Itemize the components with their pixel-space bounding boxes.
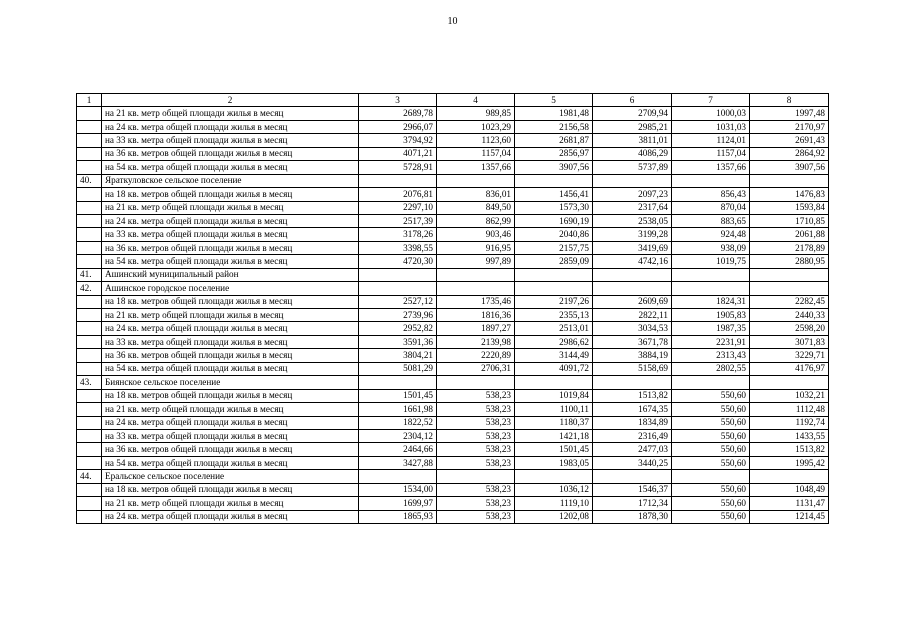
row-label-cell: на 36 кв. метров общей площади жилья в месяц	[102, 241, 359, 254]
tariff-table	[76, 93, 829, 524]
value-cell-col7: 1019,75	[672, 255, 750, 268]
value-cell-col6: 2477,03	[593, 443, 672, 456]
value-cell-col3	[359, 376, 437, 389]
header-cell: 7	[672, 94, 750, 107]
row-label-cell: на 33 кв. метра общей площади жилья в месяц	[102, 335, 359, 348]
header-cell: 2	[102, 94, 359, 107]
value-cell-col6: 3419,69	[593, 241, 672, 254]
value-cell-col5: 1180,37	[515, 416, 593, 429]
value-cell-col8	[750, 376, 829, 389]
value-cell-col8: 2061,88	[750, 228, 829, 241]
value-cell-col3: 2304,12	[359, 429, 437, 442]
value-cell-col5	[515, 470, 593, 483]
value-cell-col8: 1593,84	[750, 201, 829, 214]
value-cell-col4: 538,23	[437, 403, 515, 416]
section-title-cell: Яраткуловское сельское поселение	[102, 174, 359, 187]
value-cell-col7: 1357,66	[672, 161, 750, 174]
value-cell-col3: 2689,78	[359, 107, 437, 120]
row-label-cell: на 36 кв. метров общей площади жилья в месяц	[102, 443, 359, 456]
value-cell-col6	[593, 174, 672, 187]
value-cell-col4: 1023,29	[437, 120, 515, 133]
value-cell-col3: 1699,97	[359, 497, 437, 510]
value-cell-col5: 2856,97	[515, 147, 593, 160]
value-cell-col3: 5081,29	[359, 362, 437, 375]
row-number-cell	[77, 322, 102, 335]
value-cell-col4: 538,23	[437, 497, 515, 510]
header-cell: 6	[593, 94, 672, 107]
value-cell-col7: 1905,83	[672, 309, 750, 322]
header-cell: 4	[437, 94, 515, 107]
row-number-cell	[77, 309, 102, 322]
table-row	[77, 510, 829, 523]
value-cell-col4: 538,23	[437, 429, 515, 442]
value-cell-col3: 4720,30	[359, 255, 437, 268]
value-cell-col5: 2197,26	[515, 295, 593, 308]
table-row	[77, 161, 829, 174]
value-cell-col6: 3034,53	[593, 322, 672, 335]
value-cell-col8: 1032,21	[750, 389, 829, 402]
value-cell-col8	[750, 282, 829, 295]
row-number-cell	[77, 483, 102, 496]
value-cell-col7: 550,60	[672, 483, 750, 496]
value-cell-col5: 2157,75	[515, 241, 593, 254]
table-row	[77, 322, 829, 335]
value-cell-col6: 1878,30	[593, 510, 672, 523]
value-cell-col7: 550,60	[672, 456, 750, 469]
value-cell-col7: 550,60	[672, 429, 750, 442]
section-title-cell: Ашинское городское поселение	[102, 282, 359, 295]
value-cell-col6: 2985,21	[593, 120, 672, 133]
value-cell-col3: 2739,96	[359, 309, 437, 322]
value-cell-col8: 1513,82	[750, 443, 829, 456]
table-row	[77, 443, 829, 456]
value-cell-col7: 1124,01	[672, 134, 750, 147]
row-label-cell: на 36 кв. метров общей площади жилья в месяц	[102, 349, 359, 362]
row-number-cell	[77, 201, 102, 214]
section-title-cell: Биянское сельское поселение	[102, 376, 359, 389]
value-cell-col4: 538,23	[437, 443, 515, 456]
value-cell-col8: 2440,33	[750, 309, 829, 322]
row-number-cell	[77, 134, 102, 147]
value-cell-col8: 2178,89	[750, 241, 829, 254]
value-cell-col7: 550,60	[672, 497, 750, 510]
value-cell-col4: 1157,04	[437, 147, 515, 160]
value-cell-col6: 2317,64	[593, 201, 672, 214]
row-number-cell: 42.	[77, 282, 102, 295]
row-number-cell	[77, 456, 102, 469]
row-number-cell: 43.	[77, 376, 102, 389]
value-cell-col7: 1987,35	[672, 322, 750, 335]
row-label-cell: на 21 кв. метр общей площади жилья в месяц	[102, 309, 359, 322]
row-number-cell	[77, 107, 102, 120]
row-number-cell	[77, 255, 102, 268]
value-cell-col4: 2706,31	[437, 362, 515, 375]
value-cell-col7: 1157,04	[672, 147, 750, 160]
value-cell-col8: 2282,45	[750, 295, 829, 308]
value-cell-col5: 2040,86	[515, 228, 593, 241]
value-cell-col4: 1735,46	[437, 295, 515, 308]
row-label-cell: на 54 кв. метра общей площади жилья в месяц	[102, 362, 359, 375]
value-cell-col5: 1983,05	[515, 456, 593, 469]
value-cell-col5: 2156,58	[515, 120, 593, 133]
value-cell-col3: 2527,12	[359, 295, 437, 308]
section-row	[77, 470, 829, 483]
section-title-cell: Еральское сельское поселение	[102, 470, 359, 483]
table-row	[77, 416, 829, 429]
value-cell-col3: 3804,21	[359, 349, 437, 362]
row-number-cell	[77, 362, 102, 375]
value-cell-col3: 3794,92	[359, 134, 437, 147]
value-cell-col3: 5728,91	[359, 161, 437, 174]
value-cell-col6: 3671,78	[593, 335, 672, 348]
value-cell-col3: 2517,39	[359, 214, 437, 227]
value-cell-col6: 1513,82	[593, 389, 672, 402]
value-cell-col8: 2864,92	[750, 147, 829, 160]
value-cell-col8: 1995,42	[750, 456, 829, 469]
value-cell-col4: 836,01	[437, 188, 515, 201]
value-cell-col6: 5737,89	[593, 161, 672, 174]
row-label-cell: на 24 кв. метра общей площади жилья в месяц	[102, 120, 359, 133]
table-row	[77, 483, 829, 496]
row-number-cell	[77, 228, 102, 241]
value-cell-col3: 1534,00	[359, 483, 437, 496]
row-number-cell	[77, 510, 102, 523]
value-cell-col8	[750, 268, 829, 281]
value-cell-col4: 538,23	[437, 483, 515, 496]
row-label-cell: на 33 кв. метра общей площади жилья в месяц	[102, 134, 359, 147]
value-cell-col7	[672, 174, 750, 187]
value-cell-col3: 1501,45	[359, 389, 437, 402]
value-cell-col5: 1501,45	[515, 443, 593, 456]
row-label-cell: на 24 кв. метра общей площади жилья в месяц	[102, 322, 359, 335]
table-row	[77, 120, 829, 133]
value-cell-col7: 550,60	[672, 403, 750, 416]
section-row	[77, 282, 829, 295]
value-cell-col3: 2464,66	[359, 443, 437, 456]
value-cell-col5: 1690,19	[515, 214, 593, 227]
value-cell-col5: 1573,30	[515, 201, 593, 214]
value-cell-col6: 2609,69	[593, 295, 672, 308]
header-row	[77, 94, 829, 107]
table-body	[77, 94, 829, 524]
value-cell-col7: 2313,43	[672, 349, 750, 362]
value-cell-col6	[593, 470, 672, 483]
value-cell-col4: 862,99	[437, 214, 515, 227]
value-cell-col4	[437, 376, 515, 389]
value-cell-col3: 3398,55	[359, 241, 437, 254]
value-cell-col8: 4176,97	[750, 362, 829, 375]
table-row	[77, 335, 829, 348]
value-cell-col3: 2952,82	[359, 322, 437, 335]
value-cell-col5: 3907,56	[515, 161, 593, 174]
value-cell-col6: 3199,28	[593, 228, 672, 241]
row-label-cell: на 33 кв. метра общей площади жилья в месяц	[102, 228, 359, 241]
table-row	[77, 214, 829, 227]
row-number-cell	[77, 241, 102, 254]
value-cell-col7	[672, 470, 750, 483]
row-label-cell: на 18 кв. метров общей площади жилья в месяц	[102, 188, 359, 201]
value-cell-col7: 550,60	[672, 416, 750, 429]
value-cell-col5: 2681,87	[515, 134, 593, 147]
row-number-cell	[77, 295, 102, 308]
value-cell-col8: 2691,43	[750, 134, 829, 147]
value-cell-col4: 2220,89	[437, 349, 515, 362]
value-cell-col3	[359, 470, 437, 483]
value-cell-col8: 3907,56	[750, 161, 829, 174]
value-cell-col4: 1357,66	[437, 161, 515, 174]
value-cell-col5: 2355,13	[515, 309, 593, 322]
row-number-cell: 44.	[77, 470, 102, 483]
value-cell-col3: 1661,98	[359, 403, 437, 416]
value-cell-col3: 1822,52	[359, 416, 437, 429]
value-cell-col6: 3440,25	[593, 456, 672, 469]
table-row	[77, 362, 829, 375]
value-cell-col5: 1119,10	[515, 497, 593, 510]
value-cell-col5	[515, 174, 593, 187]
value-cell-col3: 3427,88	[359, 456, 437, 469]
table-row	[77, 241, 829, 254]
row-label-cell: на 54 кв. метра общей площади жилья в месяц	[102, 161, 359, 174]
value-cell-col4: 989,85	[437, 107, 515, 120]
table-row	[77, 295, 829, 308]
section-row	[77, 268, 829, 281]
value-cell-col8: 1192,74	[750, 416, 829, 429]
row-number-cell	[77, 349, 102, 362]
value-cell-col8: 1476,83	[750, 188, 829, 201]
row-label-cell: на 18 кв. метров общей площади жилья в месяц	[102, 295, 359, 308]
value-cell-col8: 2598,20	[750, 322, 829, 335]
value-cell-col8: 1048,49	[750, 483, 829, 496]
row-label-cell: на 24 кв. метра общей площади жилья в месяц	[102, 510, 359, 523]
value-cell-col7: 550,60	[672, 443, 750, 456]
header-cell: 8	[750, 94, 829, 107]
row-number-cell	[77, 497, 102, 510]
value-cell-col7	[672, 282, 750, 295]
value-cell-col6	[593, 376, 672, 389]
row-number-cell	[77, 416, 102, 429]
table-row	[77, 147, 829, 160]
row-label-cell: на 33 кв. метра общей площади жилья в месяц	[102, 429, 359, 442]
value-cell-col7: 870,04	[672, 201, 750, 214]
section-row	[77, 376, 829, 389]
value-cell-col8: 1997,48	[750, 107, 829, 120]
value-cell-col5: 1421,18	[515, 429, 593, 442]
table-row	[77, 107, 829, 120]
value-cell-col6	[593, 282, 672, 295]
row-label-cell: на 18 кв. метров общей площади жилья в месяц	[102, 483, 359, 496]
row-label-cell: на 54 кв. метра общей площади жилья в месяц	[102, 456, 359, 469]
value-cell-col7: 924,48	[672, 228, 750, 241]
value-cell-col7: 550,60	[672, 510, 750, 523]
value-cell-col5: 2859,09	[515, 255, 593, 268]
value-cell-col3: 2297,10	[359, 201, 437, 214]
value-cell-col4: 538,23	[437, 510, 515, 523]
value-cell-col7: 2802,55	[672, 362, 750, 375]
row-label-cell: на 18 кв. метров общей площади жилья в месяц	[102, 389, 359, 402]
value-cell-col4	[437, 282, 515, 295]
value-cell-col8: 1112,48	[750, 403, 829, 416]
value-cell-col5	[515, 268, 593, 281]
value-cell-col6: 4742,16	[593, 255, 672, 268]
value-cell-col8: 1131,47	[750, 497, 829, 510]
value-cell-col3: 2076,81	[359, 188, 437, 201]
table-row	[77, 228, 829, 241]
value-cell-col4: 1897,27	[437, 322, 515, 335]
value-cell-col5: 2513,01	[515, 322, 593, 335]
value-cell-col6: 1546,37	[593, 483, 672, 496]
value-cell-col6: 3884,19	[593, 349, 672, 362]
row-number-cell	[77, 443, 102, 456]
value-cell-col5: 2986,62	[515, 335, 593, 348]
value-cell-col6: 1712,34	[593, 497, 672, 510]
value-cell-col7: 938,09	[672, 241, 750, 254]
value-cell-col6: 2097,23	[593, 188, 672, 201]
row-number-cell: 41.	[77, 268, 102, 281]
value-cell-col5: 1456,41	[515, 188, 593, 201]
value-cell-col8: 1214,45	[750, 510, 829, 523]
value-cell-col6: 2316,49	[593, 429, 672, 442]
value-cell-col8: 2880,95	[750, 255, 829, 268]
value-cell-col7: 2231,91	[672, 335, 750, 348]
value-cell-col4: 997,89	[437, 255, 515, 268]
value-cell-col6: 3811,01	[593, 134, 672, 147]
value-cell-col8: 2170,97	[750, 120, 829, 133]
row-number-cell	[77, 403, 102, 416]
row-label-cell: на 24 кв. метра общей площади жилья в месяц	[102, 416, 359, 429]
value-cell-col6: 1674,35	[593, 403, 672, 416]
value-cell-col8	[750, 470, 829, 483]
row-number-cell	[77, 161, 102, 174]
value-cell-col8: 3229,71	[750, 349, 829, 362]
row-number-cell	[77, 214, 102, 227]
value-cell-col5: 3144,49	[515, 349, 593, 362]
value-cell-col5: 1202,08	[515, 510, 593, 523]
value-cell-col4: 903,46	[437, 228, 515, 241]
table-row	[77, 497, 829, 510]
value-cell-col7	[672, 376, 750, 389]
value-cell-col7: 1031,03	[672, 120, 750, 133]
value-cell-col4	[437, 470, 515, 483]
row-number-cell	[77, 147, 102, 160]
row-label-cell: на 36 кв. метров общей площади жилья в месяц	[102, 147, 359, 160]
value-cell-col6: 2709,94	[593, 107, 672, 120]
page-number: 10	[447, 16, 458, 27]
value-cell-col4: 1123,60	[437, 134, 515, 147]
table-row	[77, 201, 829, 214]
value-cell-col5: 1981,48	[515, 107, 593, 120]
header-cell: 3	[359, 94, 437, 107]
table-row	[77, 456, 829, 469]
value-cell-col5: 1019,84	[515, 389, 593, 402]
table-row	[77, 429, 829, 442]
value-cell-col3: 3178,26	[359, 228, 437, 241]
value-cell-col6: 2538,05	[593, 214, 672, 227]
table-row	[77, 349, 829, 362]
value-cell-col3	[359, 174, 437, 187]
row-label-cell: на 21 кв. метр общей площади жилья в месяц	[102, 403, 359, 416]
section-title-cell: Ашинский муниципальный район	[102, 268, 359, 281]
value-cell-col8: 1433,55	[750, 429, 829, 442]
value-cell-col3: 4071,21	[359, 147, 437, 160]
table-row	[77, 389, 829, 402]
table-row	[77, 309, 829, 322]
table-row	[77, 255, 829, 268]
value-cell-col4: 538,23	[437, 416, 515, 429]
value-cell-col4	[437, 268, 515, 281]
row-number-cell	[77, 335, 102, 348]
value-cell-col8: 3071,83	[750, 335, 829, 348]
value-cell-col5: 1100,11	[515, 403, 593, 416]
row-label-cell: на 21 кв. метр общей площади жилья в месяц	[102, 201, 359, 214]
value-cell-col4: 1816,36	[437, 309, 515, 322]
value-cell-col3	[359, 282, 437, 295]
value-cell-col5: 1036,12	[515, 483, 593, 496]
value-cell-col4: 2139,98	[437, 335, 515, 348]
value-cell-col3: 3591,36	[359, 335, 437, 348]
header-cell: 5	[515, 94, 593, 107]
value-cell-col6: 5158,69	[593, 362, 672, 375]
value-cell-col3	[359, 268, 437, 281]
value-cell-col8: 1710,85	[750, 214, 829, 227]
row-number-cell	[77, 188, 102, 201]
value-cell-col8	[750, 174, 829, 187]
value-cell-col6	[593, 268, 672, 281]
section-row	[77, 174, 829, 187]
row-number-cell	[77, 120, 102, 133]
value-cell-col4: 538,23	[437, 389, 515, 402]
value-cell-col7: 1824,31	[672, 295, 750, 308]
value-cell-col7: 856,43	[672, 188, 750, 201]
row-label-cell: на 54 кв. метра общей площади жилья в месяц	[102, 255, 359, 268]
value-cell-col6: 1834,89	[593, 416, 672, 429]
value-cell-col3: 2966,07	[359, 120, 437, 133]
row-label-cell: на 21 кв. метр общей площади жилья в месяц	[102, 107, 359, 120]
table-row	[77, 188, 829, 201]
value-cell-col7: 883,65	[672, 214, 750, 227]
value-cell-col7: 550,60	[672, 389, 750, 402]
value-cell-col5: 4091,72	[515, 362, 593, 375]
value-cell-col4: 849,50	[437, 201, 515, 214]
value-cell-col7	[672, 268, 750, 281]
value-cell-col6: 4086,29	[593, 147, 672, 160]
row-label-cell: на 21 кв. метр общей площади жилья в месяц	[102, 497, 359, 510]
row-number-cell	[77, 429, 102, 442]
value-cell-col5	[515, 282, 593, 295]
value-cell-col4: 538,23	[437, 456, 515, 469]
value-cell-col3: 1865,93	[359, 510, 437, 523]
value-cell-col4	[437, 174, 515, 187]
table-row	[77, 134, 829, 147]
header-cell: 1	[77, 94, 102, 107]
row-label-cell: на 24 кв. метра общей площади жилья в месяц	[102, 214, 359, 227]
value-cell-col6: 2822,11	[593, 309, 672, 322]
row-number-cell	[77, 389, 102, 402]
table-row	[77, 403, 829, 416]
value-cell-col5	[515, 376, 593, 389]
value-cell-col7: 1000,03	[672, 107, 750, 120]
row-number-cell: 40.	[77, 174, 102, 187]
value-cell-col4: 916,95	[437, 241, 515, 254]
